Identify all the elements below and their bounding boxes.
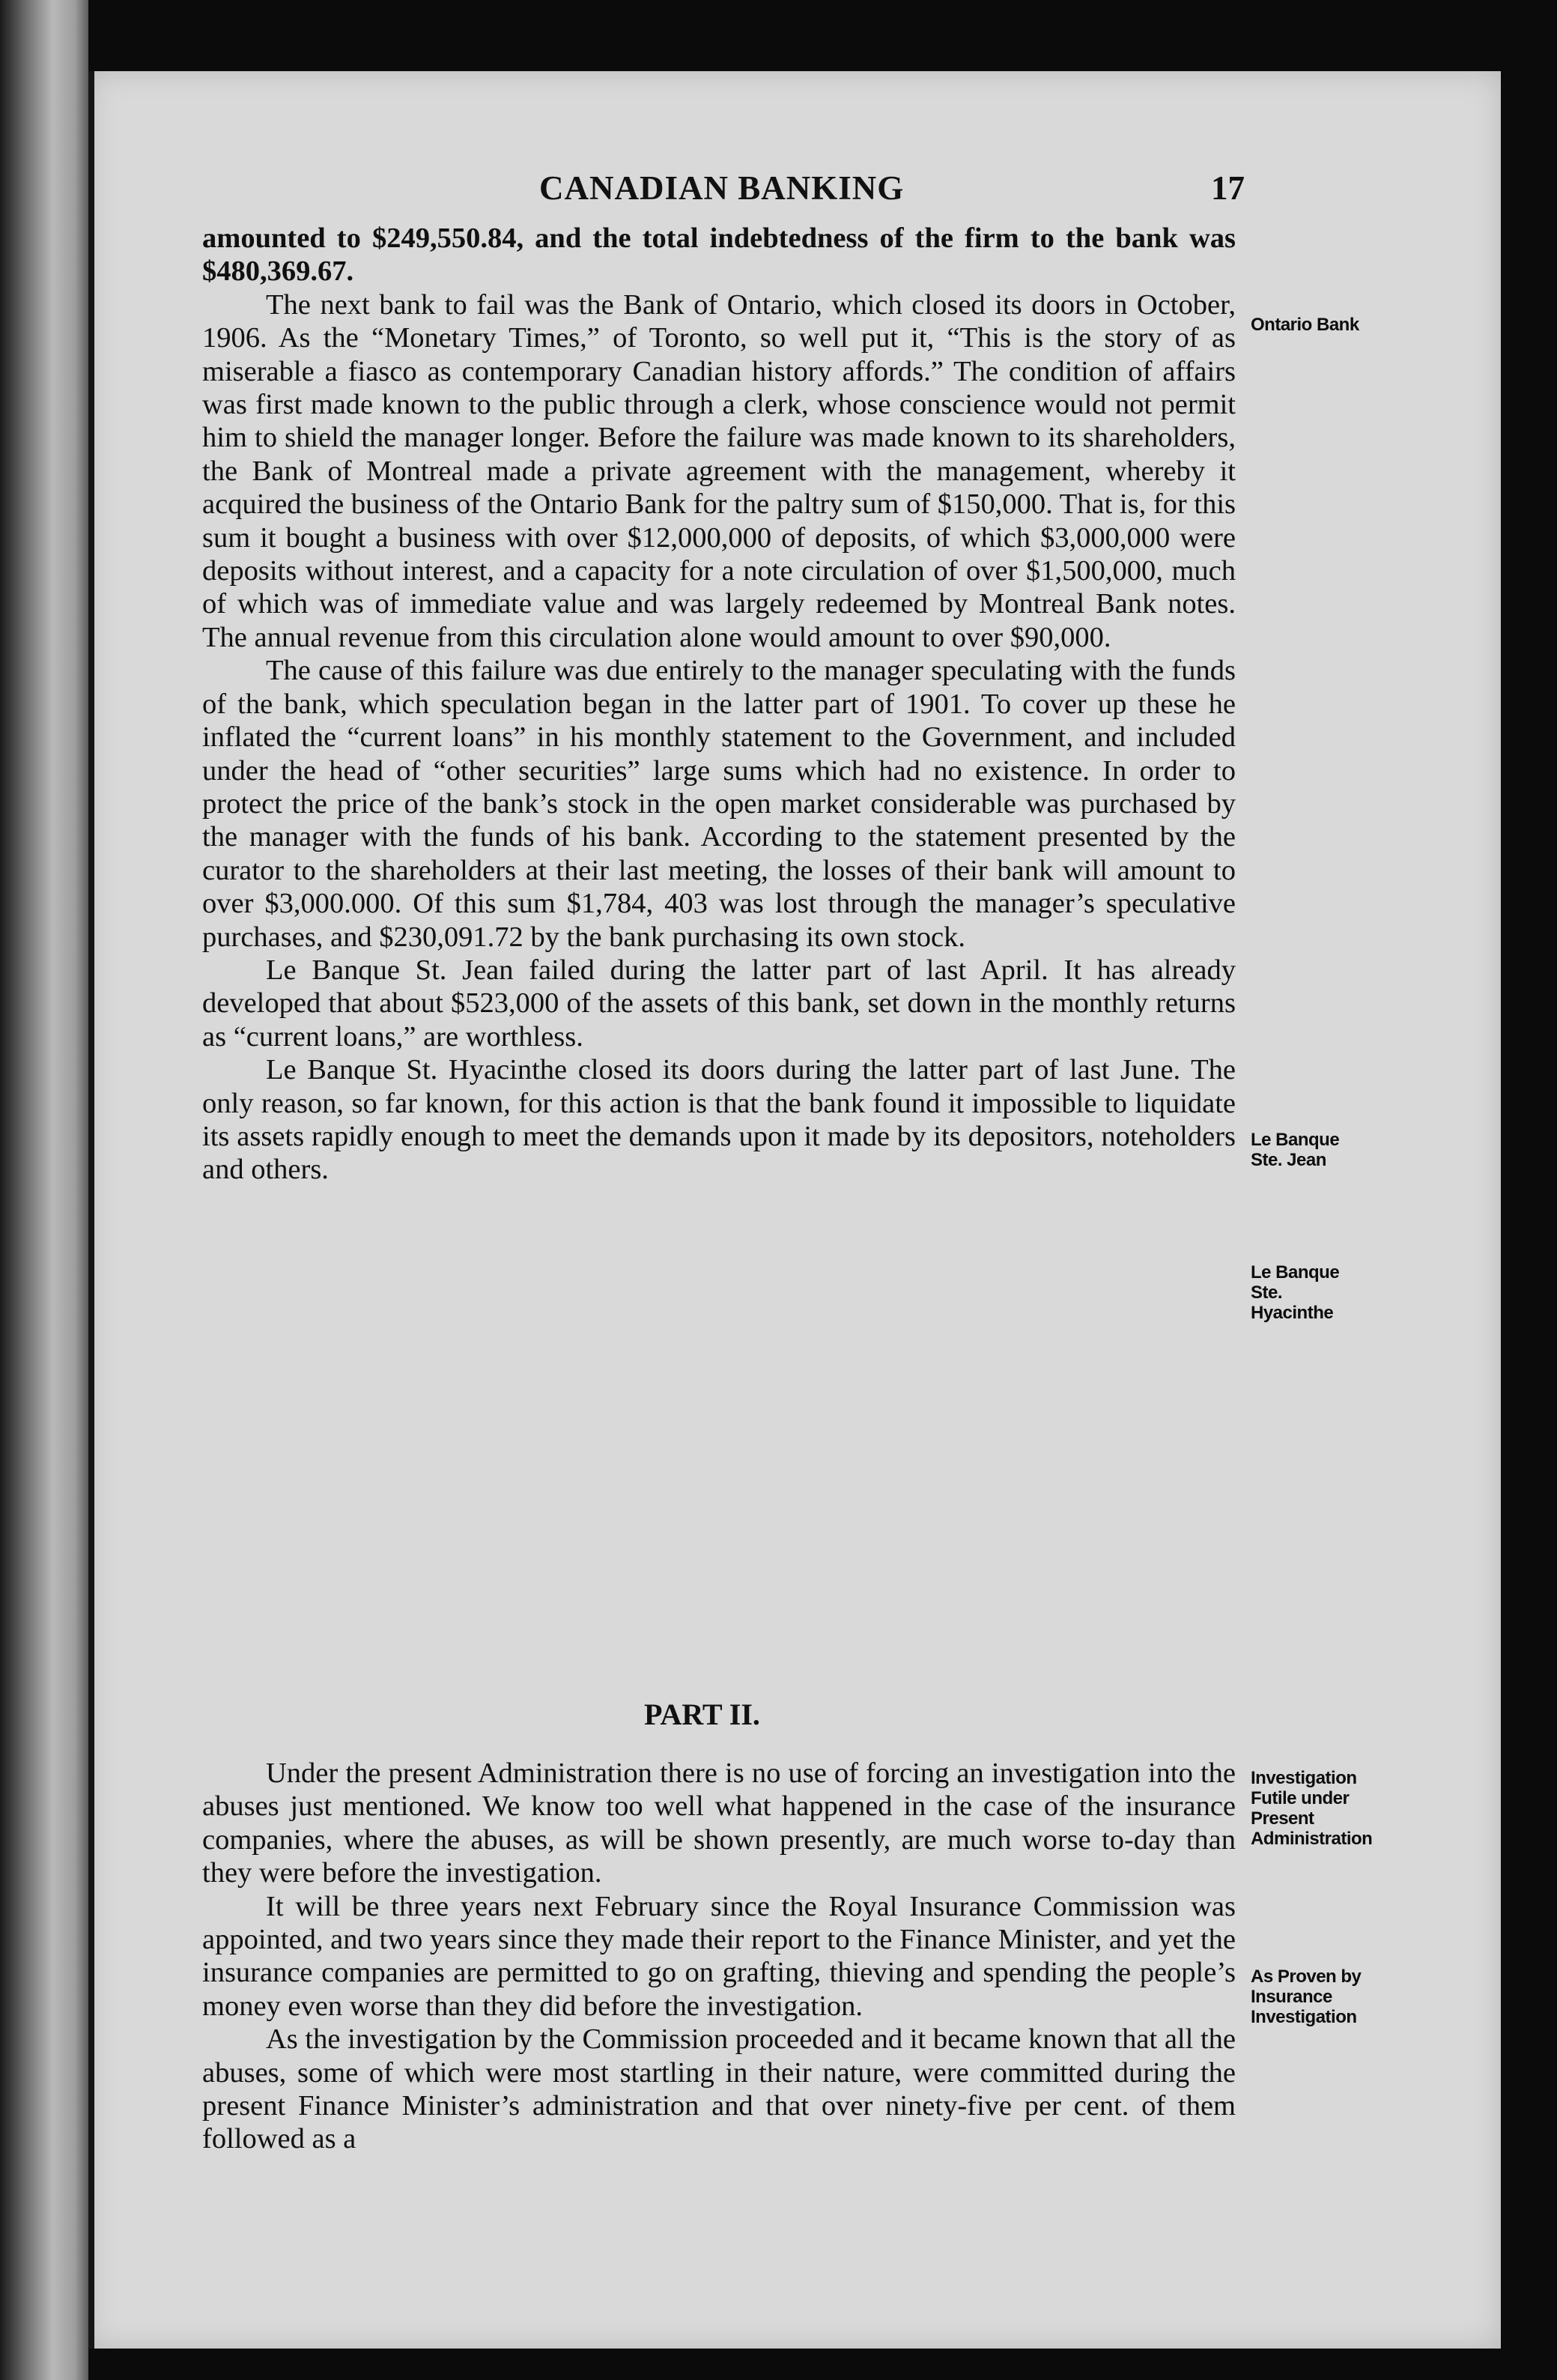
paragraph-continuation: amounted to $249,550.84, and the total indebtedness of the firm to the bank was $480,369.67.	[202, 222, 1236, 288]
book-spine-gutter	[0, 0, 88, 2380]
paragraph-ontario-bank: The next bank to fail was the Bank of Ontario, which closed its doors in October, 1906. As the “Monetary Times,” of Toronto, so well put it, “This is the story of as miserable a fiasco as contemporary Canadian history affords.” The condition of affairs was first made known to the public through a clerk, whose conscience would not permit him to shield the manager longer. Before the failure was made known to its shareholders, the Bank of Montreal made a private agreement with the management, whereby it acquired the business of the Ontario Bank for the paltry sum of $150,000. That is, for this sum it bought a business with over $12,000,000 of deposits, of which $3,000,000 were deposits without interest, and a capacity for a note circulation of over $1,500,000, much of which was of immediate value and was largely redeemed by Montreal Bank notes. The annual revenue from this circulation alone would amount to over $90,000.	[202, 288, 1236, 653]
running-header	[539, 169, 1258, 214]
paragraph-investigation-proceeded: As the investigation by the Commission proceeded and it became known that all the abuses, some of which were most startling in their nature, were committed during the present Finance Minister’s administration and that over ninety-five per cent. of them followed as a	[202, 2023, 1236, 2155]
sidenote-ontario-bank: Ontario Bank	[1251, 315, 1359, 335]
paragraph-st-hyacinthe: Le Banque St. Hyacinthe closed its doors during the latter part of last June. The only reason, so far known, for this action is that the bank found it impossible to liquidate its assets rapidly enough to meet the demands upon it made by its depositors, noteholders and others.	[202, 1054, 1236, 1186]
sidenote-investigation-futile: Investigation Futile under Present Administration	[1251, 1768, 1373, 1849]
page-edge-shadow	[88, 71, 94, 2349]
paragraph-royal-commission: It will be three years next February since the Royal Insurance Commission was appointed, and two years since they made their report to the Finance Minister, and yet the insurance companies are permitted to go on grafting, thieving and spending the people’s money even worse than they did before the investigation.	[202, 1890, 1236, 2022]
sidenote-st-hyacinthe: Le Banque Ste. Hyacinthe	[1251, 1262, 1340, 1323]
section-one-text	[202, 222, 1236, 1187]
section-two-text	[202, 1757, 1236, 2156]
paragraph-failure-cause: The cause of this failure was due entirely to the manager speculating with the funds of the bank, which speculation began in the latter part of 1901. To cover up these he inflated the “current loans” in his monthly statement to the Government, and included under the head of “other securities” large sums which had no existence. In order to protect the price of the bank’s stock in the open market considerable was purchased by the manager with the funds of his bank. According to the statement presented by the curator to the shareholders at their last meeting, the losses of their bank will amount to over $3,000.000. Of this sum $1,784, 403 was lost through the manager’s speculative purchases, and $230,091.72 by the bank purchasing its own stock.	[202, 655, 1236, 953]
page-number: 17	[1211, 169, 1245, 207]
paragraph-administration: Under the present Administration there is no use of forcing an investigation into the abuses just mentioned. We know too well what happened in the case of the insurance companies, where the abuses, as will be shown presently, are much worse to-day than they were before the investigation.	[202, 1757, 1236, 1889]
part-heading: PART II.	[644, 1698, 760, 1731]
running-title: CANADIAN BANKING	[539, 169, 905, 207]
sidenote-insurance-investigation: As Proven by Insurance Investigation	[1251, 1966, 1362, 2027]
paragraph-st-jean: Le Banque St. Jean failed during the latter part of last April. It has already developed that about $523,000 of the assets of this bank, set down in the monthly returns as “current loans,” are worthless.	[202, 954, 1236, 1053]
sidenote-st-jean: Le Banque Ste. Jean	[1251, 1130, 1340, 1170]
